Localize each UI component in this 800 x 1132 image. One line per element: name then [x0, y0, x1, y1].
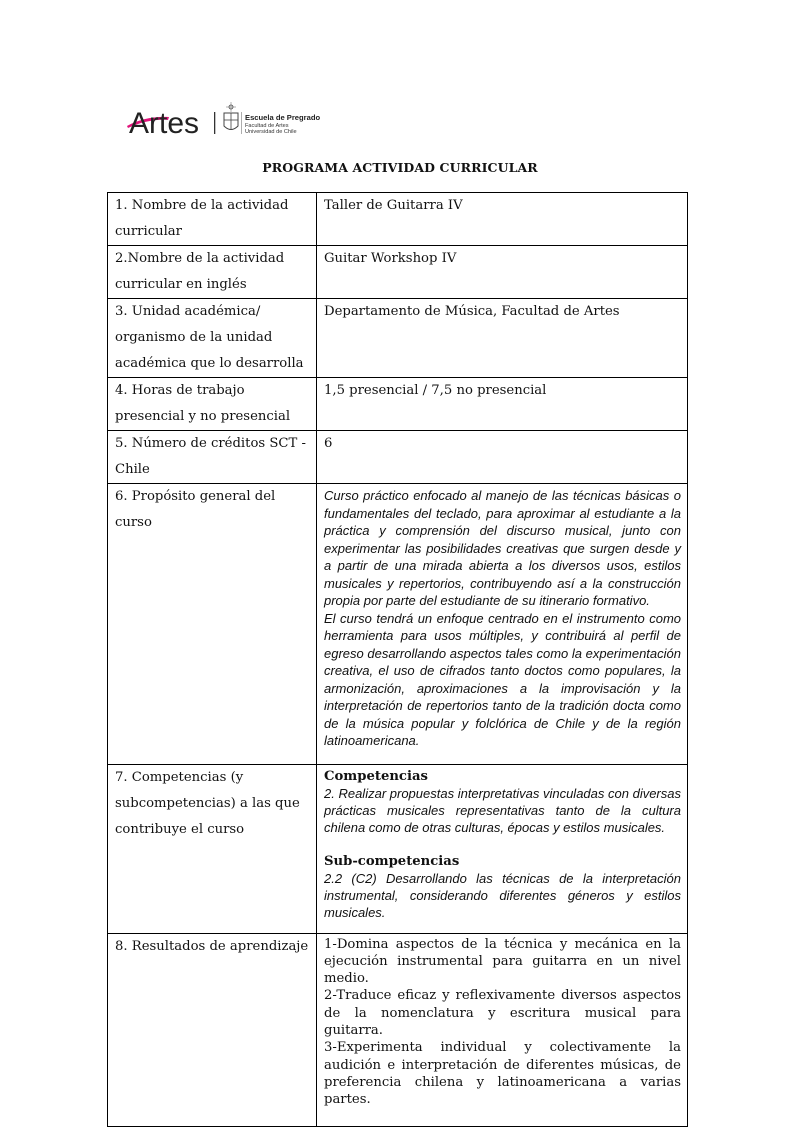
- purpose-paragraph-2: El curso tendrá un enfoque centrado en el instrumento como herramienta para usos múltiples, y contribuirá al perfil de egreso desarrollando aspectos tales como la experimentación creativa, el uso de cifrados tanto doctos como populares, la armonización, aproximaciones a la improvisación y la interpretación de repertorios tanto de la tradición docta como de la música popular y folclórica de Chile y de la región latinoamericana.: [324, 610, 681, 748]
- row-value-cell: [317, 431, 688, 484]
- artes-logo-graphic: [125, 100, 345, 140]
- row-label: 8. Resultados de aprendizaje: [108, 933, 317, 1127]
- row-label: 3. Unidad académica/ organismo de la unidad académica que lo desarrolla: [108, 299, 317, 378]
- logo-divider-2: [241, 112, 242, 134]
- subcompetencias-text: 2.2 (C2) Desarrollando las técnicas de la interpretación instrumental, considerando diferentes géneros y estilos musicales.: [324, 870, 681, 920]
- competencies-cell: [317, 764, 688, 933]
- curriculum-table: [107, 192, 688, 1127]
- results-cell: [317, 933, 688, 1127]
- competencias-heading: Competencias: [324, 768, 428, 784]
- row-label: 6. Propósito general del curso: [108, 484, 317, 765]
- row-label: 1. Nombre de la actividad curricular: [108, 193, 317, 246]
- purpose-text: [324, 484, 681, 764]
- competencies-block: [324, 765, 681, 933]
- row-value: Guitar Workshop IV: [324, 251, 457, 266]
- row-value-cell: [317, 378, 688, 431]
- list-item: 2-Traduce eficaz y reflexivamente diversos aspectos de la nomenclatura y escritura musical para guitarra.: [324, 988, 681, 1038]
- purpose-paragraph-1: Curso práctico enfocado al manejo de las técnicas básicas o fundamentales del teclado, para aproximar al estudiante a la práctica y comprensión del discurso musical, junto con experimentar las posibilidades creativas que surgen desde y a partir de una mirada abierta a los diversos usos, estilos musicales y repertorios, contribuyendo así a la construcción propia por parte del estudiante de su itinerario formativo.: [324, 488, 681, 608]
- list-item: 1-Domina aspectos de la técnica y mecánica en la ejecución instrumental para guitarra en un nivel medio.: [324, 936, 681, 987]
- logo-university-text: Universidad de Chile: [245, 129, 297, 135]
- table-row: [108, 431, 688, 484]
- logo-divider: [214, 112, 215, 134]
- table-row: [108, 378, 688, 431]
- row-value: Departamento de Música, Facultad de Artes: [324, 304, 620, 319]
- table-row: [108, 193, 688, 246]
- purpose-cell: [317, 484, 688, 765]
- row-label: 2.Nombre de la actividad curricular en inglés: [108, 246, 317, 299]
- document-title: PROGRAMA ACTIVIDAD CURRICULAR: [262, 160, 538, 175]
- table-row: [108, 246, 688, 299]
- list-item: 3-Experimenta individual y colectivamente la audición e interpretación de diferentes músicas, de preferencia chilena y latinoamericana a varias partes.: [324, 1040, 681, 1108]
- logo-school-text: Escuela de Pregrado: [245, 113, 321, 122]
- row-label: 5. Número de créditos SCT - Chile: [108, 431, 317, 484]
- row-label: 7. Competencias (y subcompetencias) a las que contribuye el curso: [108, 764, 317, 933]
- artes-logo: [125, 100, 345, 140]
- logo-faculty-text: Facultad de Artes: [245, 123, 289, 129]
- logo-brand-text: Artes: [129, 107, 200, 140]
- subcompetencias-heading: Sub-competencias: [324, 853, 460, 869]
- row-value-cell: [317, 193, 688, 246]
- row-value: 6: [324, 436, 333, 451]
- row-value-cell: [317, 299, 688, 378]
- table-row: [108, 484, 688, 765]
- competencias-text: 2. Realizar propuestas interpretativas vinculadas con diversas prácticas musicales representativas tanto de la cultura chilena como de otras culturas, épocas y estilos musicales.: [324, 785, 681, 835]
- table-row: [108, 764, 688, 933]
- row-value: Taller de Guitarra IV: [324, 198, 463, 213]
- table-row: [108, 299, 688, 378]
- table-row: [108, 933, 688, 1127]
- university-crest-icon: [224, 102, 238, 130]
- row-value-cell: [317, 246, 688, 299]
- row-label: 4. Horas de trabajo presencial y no presencial: [108, 378, 317, 431]
- row-value: 1,5 presencial / 7,5 no presencial: [324, 383, 547, 398]
- results-list: [324, 934, 681, 1127]
